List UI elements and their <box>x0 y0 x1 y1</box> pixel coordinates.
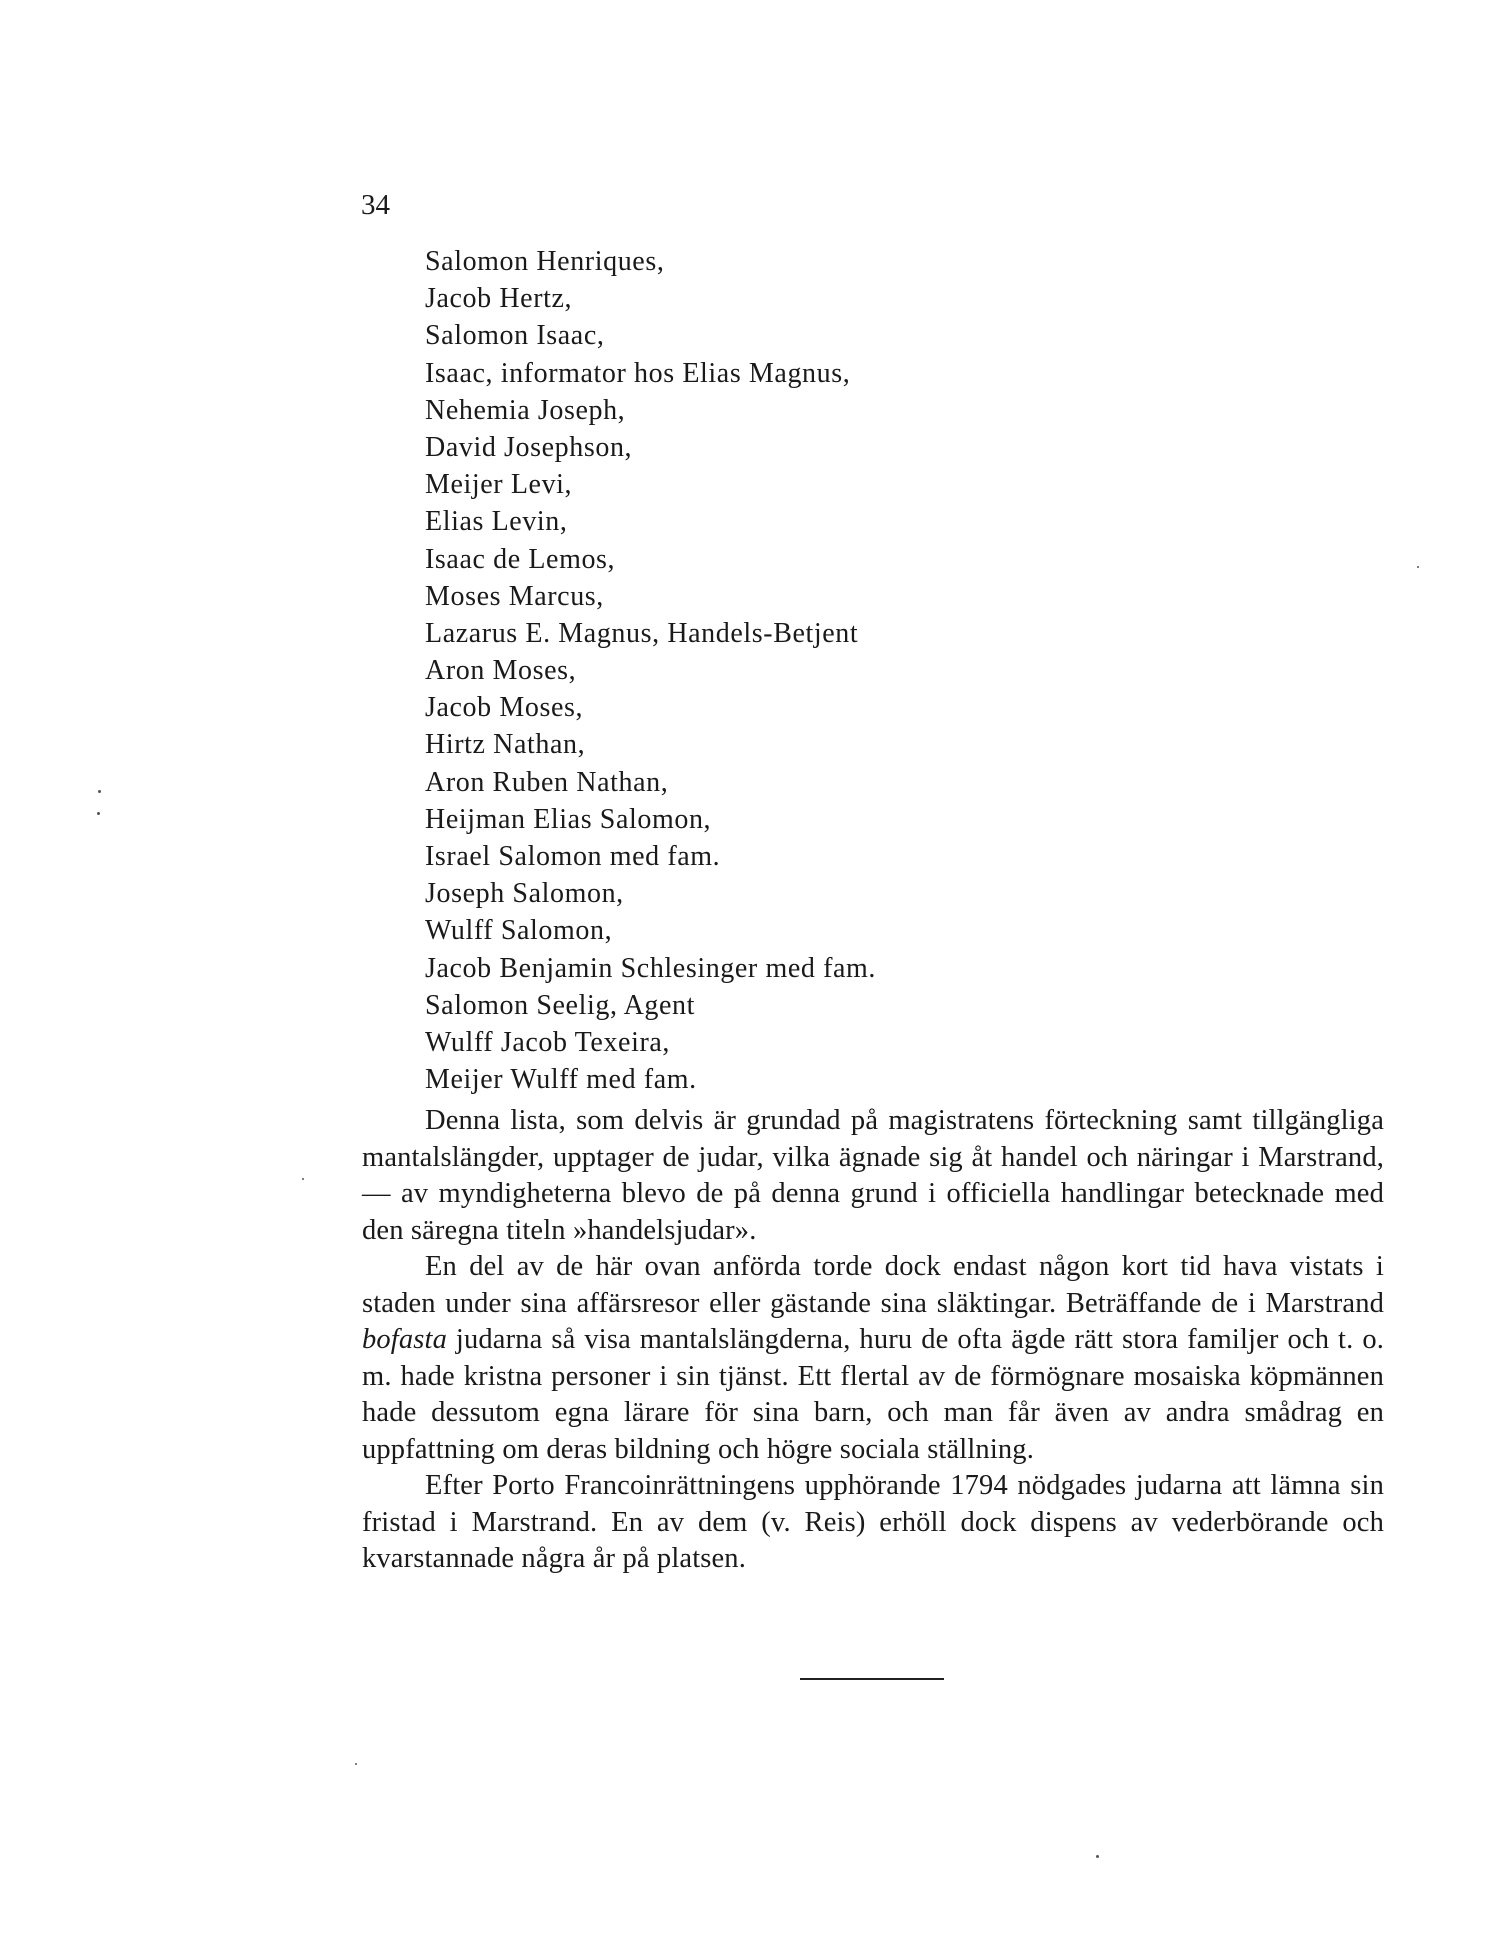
list-item: Elias Levin, <box>425 506 568 538</box>
scan-speck <box>1417 566 1419 568</box>
list-item: Meijer Wulff med fam. <box>425 1064 697 1096</box>
list-item: Isaac, informator hos Elias Magnus, <box>425 357 851 389</box>
list-item: Israel Salomon med fam. <box>425 841 721 872</box>
list-item: Heijman Elias Salomon, <box>425 803 712 835</box>
page-number: 34 <box>361 189 390 221</box>
emphasis-text: bofasta <box>362 1324 447 1355</box>
body-text <box>362 1103 1384 1578</box>
paragraph-text: judarna så visa mantalslängderna, huru de ofta ägde rätt stora familjer och t. o. m. hade kristna personer i sin tjänst. Ett flertal av de förmögnare mosaiska köpmännen hade dessutom egna lärare för sina barn, och man får även av andra smådrag en uppfattning om deras bildning och högre sociala ställning. <box>362 1324 1384 1465</box>
list-item: Wulff Salomon, <box>425 915 613 947</box>
list-item: Moses Marcus, <box>425 580 604 612</box>
scan-speck <box>355 1763 357 1765</box>
list-item: Nehemia Joseph, <box>425 394 626 426</box>
list-item: Meijer Levi, <box>425 469 573 501</box>
list-item: Aron Ruben Nathan, <box>425 766 669 798</box>
paragraph-residents <box>362 1249 1384 1468</box>
list-item: Salomon Seelig, Agent <box>425 989 696 1021</box>
list-item: Isaac de Lemos, <box>425 543 616 575</box>
list-item: Salomon Isaac, <box>425 320 605 352</box>
paragraph-text: En del av de här ovan anförda torde dock endast någon kort tid hava vistats i staden under sina affärsresor eller gästande sina släktingar. Beträffande de i Marstrand <box>362 1251 1384 1319</box>
list-item: Salomon Henriques, <box>425 246 665 277</box>
scan-speck <box>98 790 101 793</box>
scan-speck <box>97 812 100 815</box>
list-item: Wulff Jacob Texeira, <box>425 1026 671 1058</box>
list-item: Jacob Moses, <box>425 692 584 724</box>
scan-speck <box>302 1178 304 1180</box>
list-item: Joseph Salomon, <box>425 878 624 910</box>
section-divider <box>800 1678 944 1680</box>
list-item: Jacob Hertz, <box>425 283 573 315</box>
list-item: Lazarus E. Magnus, Handels-Betjent <box>425 617 859 649</box>
paragraph-list-description: Denna lista, som delvis är grundad på magistratens förteckning samt tillgängliga mantalslängder, upptager de judar, vilka ägnade sig åt handel och näringar i Marstrand, — av myndigheterna blevo de på denna grund i officiella handlingar betecknade med den säregna titeln »handelsjudar». <box>362 1105 1384 1246</box>
list-item: Hirtz Nathan, <box>425 729 586 761</box>
list-item: Jacob Benjamin Schlesinger med fam. <box>425 952 876 984</box>
name-list <box>425 243 876 1098</box>
paragraph-porto-franco: Efter Porto Francoinrättningens upphörande 1794 nödgades judarna att lämna sin fristad i Marstrand. En av dem (v. Reis) erhöll dock dispens av vederbörande och kvarstannade några år på platsen. <box>362 1470 1384 1574</box>
list-item: Aron Moses, <box>425 655 577 687</box>
list-item: David Josephson, <box>425 431 633 463</box>
scan-speck <box>1096 1855 1099 1858</box>
